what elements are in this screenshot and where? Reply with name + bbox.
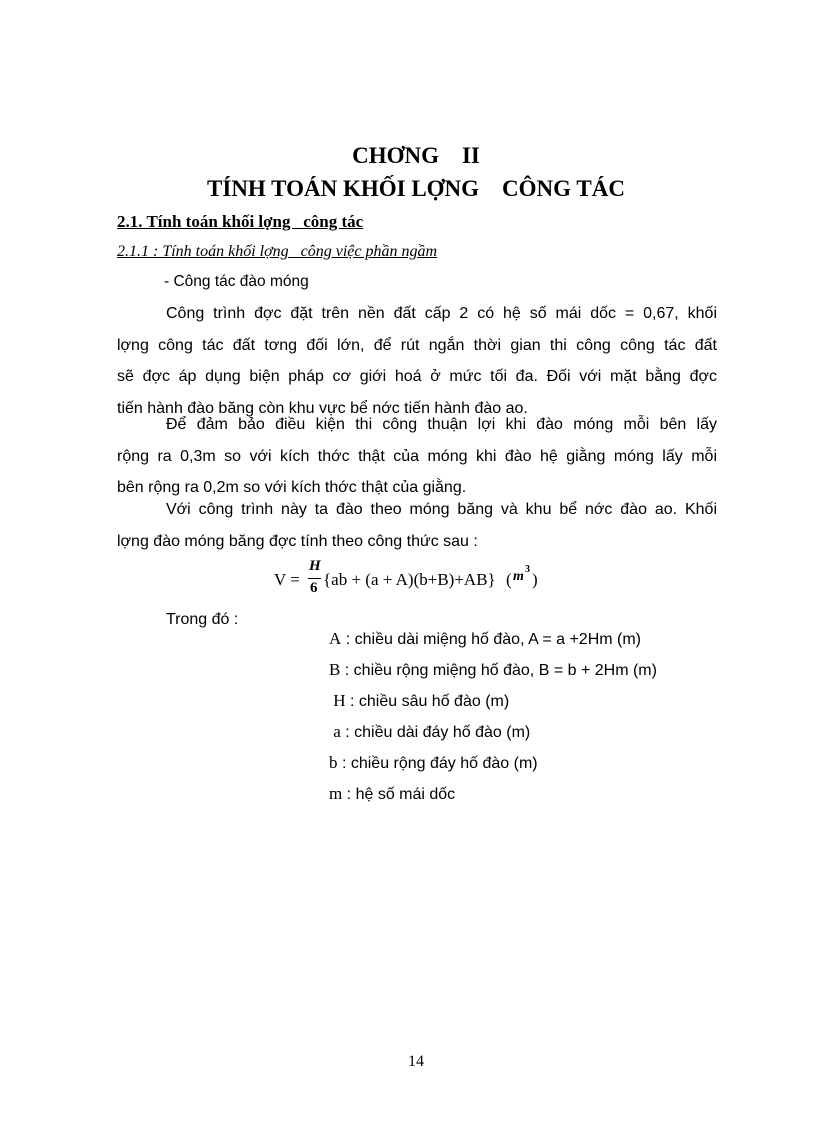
definition-symbol: H bbox=[329, 691, 346, 710]
page-number: 14 bbox=[408, 1053, 424, 1070]
chapter-subtitle: TÍNH TOÁN KHỐI LỢNG CÔNG TÁC bbox=[207, 176, 625, 201]
formula-unit-open: ( bbox=[506, 570, 512, 589]
formula-unit-close: ) bbox=[532, 570, 538, 589]
item-label: - Công tác đào móng bbox=[164, 273, 309, 290]
definitions-label: Trong đó : bbox=[166, 611, 239, 628]
paragraph-line: lợng công tác đất tơng đối lớn, để rút ngắn thời gian thi công công tác đất bbox=[117, 336, 717, 354]
paragraph-line: bên rộng ra 0,2m so với kích thớc thật của giằng. bbox=[117, 479, 467, 496]
paragraph-2 bbox=[117, 409, 717, 504]
definition-text: : chiều dài đáy hố đào (m) bbox=[340, 724, 531, 741]
definition-item bbox=[313, 766, 455, 822]
paragraph-line: tiến hành đào băng còn khu vực bể nớc tiến hành đào ao. bbox=[117, 399, 528, 417]
definition-text: : hệ số mái dốc bbox=[342, 786, 456, 803]
paragraph-line: Để đảm bảo điều kiện thi công thuận lợi khi đào móng mỗi bên lấy bbox=[166, 416, 717, 433]
section-heading: 2.1. Tính toán khối lợng công tác bbox=[117, 212, 364, 231]
paragraph-line: Công trình đợc đặt trên nền đất cấp 2 có hệ số mái dốc = 0,67, khối bbox=[166, 305, 717, 322]
paragraph-line: sẽ đợc áp dụng biện pháp cơ giới hoá ở mức tối đa. Đối với mặt bằng đợc bbox=[117, 368, 717, 385]
definition-text: : chiều dài miệng hố đào, A = a +2Hm (m) bbox=[341, 631, 641, 648]
definition-symbol: m bbox=[329, 784, 343, 803]
subsection-heading: 2.1.1 : Tính toán khối lợng công việc phần ngầm bbox=[117, 243, 438, 260]
formula-denominator: 6 bbox=[310, 580, 318, 596]
definition-text: : chiều rộng đáy hố đào (m) bbox=[337, 755, 538, 772]
formula-numerator: H bbox=[309, 558, 321, 574]
definition-text: : chiều sâu hố đào (m) bbox=[345, 693, 510, 710]
paragraph-1 bbox=[117, 298, 717, 424]
chapter-title: CHƠNG II bbox=[352, 143, 480, 168]
definition-symbol: a bbox=[329, 722, 341, 741]
formula-body: {ab + (a + A)(b+B)+AB} bbox=[323, 570, 496, 589]
definition-symbol: B bbox=[329, 660, 341, 679]
formula-unit-base: m bbox=[513, 569, 524, 584]
formula-unit-exponent: 3 bbox=[525, 564, 530, 575]
paragraph-line: Với công trình này ta đào theo móng băng và khu bể nớc đào ao. Khối bbox=[166, 501, 717, 518]
fraction-bar bbox=[308, 578, 321, 579]
formula-lhs: V = bbox=[274, 570, 300, 589]
definition-text: : chiều rộng miệng hố đào, B = b + 2Hm (m) bbox=[340, 662, 657, 679]
definition-symbol: b bbox=[329, 753, 338, 772]
paragraph-line: lợng đào móng băng đợc tính theo công thức sau : bbox=[117, 532, 478, 550]
definition-symbol: A bbox=[329, 629, 342, 648]
paragraph-line: rộng ra 0,3m so với kích thớc thật của móng khi đào hệ giằng móng lấy mỗi bbox=[117, 447, 717, 465]
paragraph-3 bbox=[117, 494, 717, 557]
